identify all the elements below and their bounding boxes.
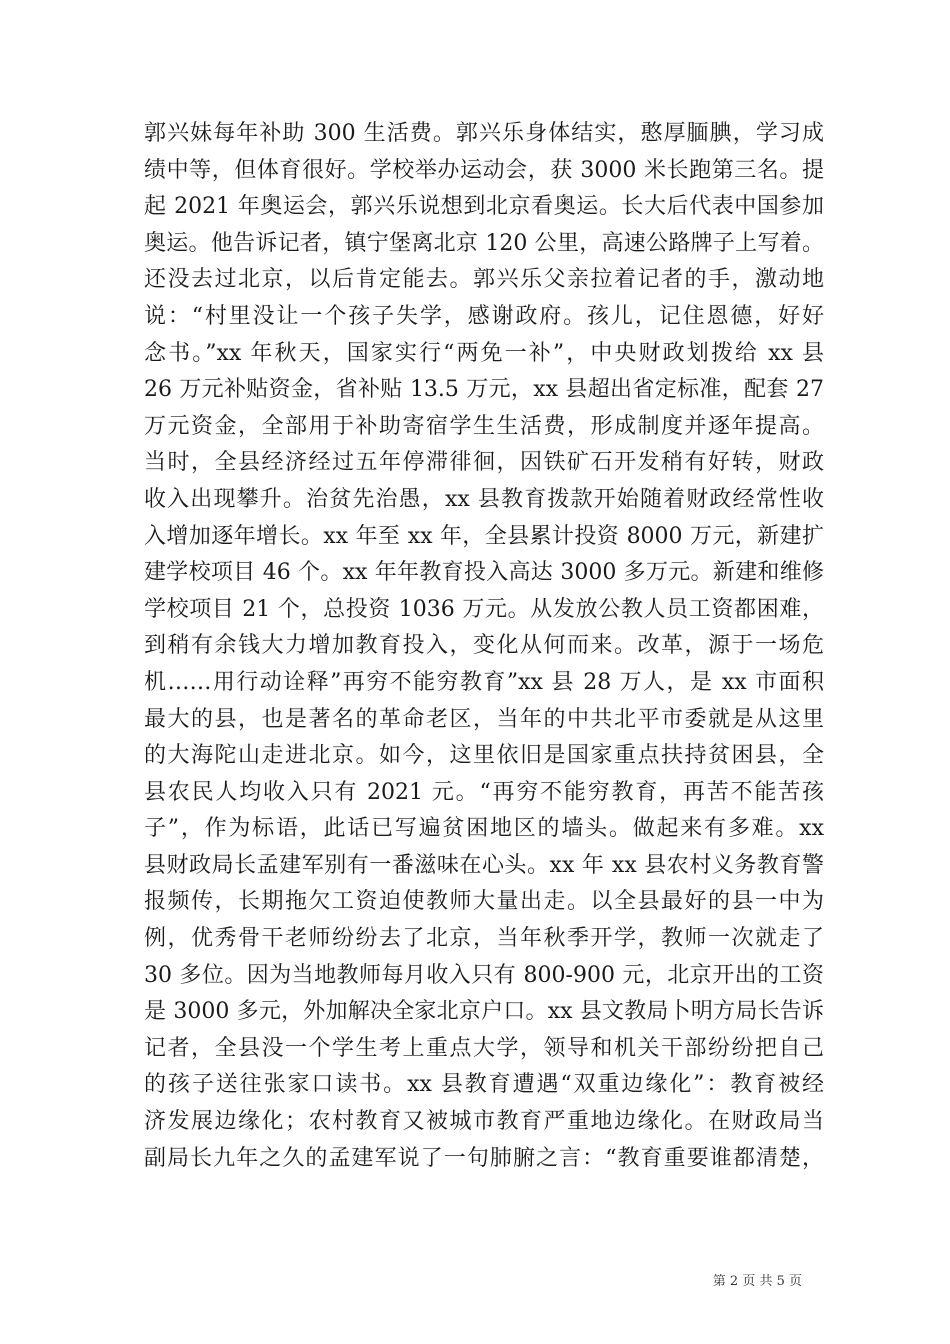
text-line: 奥运。他告诉记者，镇宁堡离北京 120 公里，高速公路牌子上写着。 [144, 230, 824, 256]
text-line: 30 多位。因为当地教师每月收入只有 800-900 元，北京开出的工资 [144, 962, 824, 988]
text-line: 说：“村里没让一个孩子失学，感谢政府。孩儿，记住恩德，好好 [144, 303, 824, 329]
text-line: 机……用行动诠释”再穷不能穷教育”xx 县 28 万人，是 xx 市面积 [144, 669, 824, 695]
text-line: 的孩子送往张家口读书。xx 县教育遭遇“双重边缘化”：教育被经 [144, 1072, 824, 1098]
text-line: 县农民人均收入只有 2021 元。“再穷不能穷教育，再苦不能苦孩 [144, 779, 824, 805]
text-line: 学校项目 21 个，总投资 1036 万元。从发放公教人员工资都困难， [144, 596, 824, 622]
text-line: 起 2021 年奥运会，郭兴乐说想到北京看奥运。长大后代表中国参加 [144, 194, 824, 220]
text-line: 子”，作为标语，此话已写遍贫困地区的墙头。做起来有多难。xx [144, 816, 824, 842]
text-line: 念书。”xx 年秋天，国家实行“两免一补”，中央财政划拨给 xx 县 [144, 340, 824, 366]
body-text [144, 116, 824, 1177]
text-line: 当时，全县经济经过五年停滞徘徊，因铁矿石开发稍有好转，财政 [144, 450, 824, 476]
text-line: 的大海陀山走进北京。如今，这里依旧是国家重点扶持贫困县，全 [144, 743, 824, 769]
text-line: 还没去过北京，以后肯定能去。郭兴乐父亲拉着记者的手，激动地 [144, 267, 824, 293]
text-line: 报频传，长期拖欠工资迫使教师大量出走。以全县最好的县一中为 [144, 889, 824, 915]
text-line: 收入出现攀升。治贫先治愚，xx 县教育拨款开始随着财政经常性收 [144, 486, 824, 512]
text-line: 副局长九年之久的孟建军说了一句肺腑之言：“教育重要谁都清楚， [144, 1145, 824, 1171]
text-line: 26 万元补贴资金，省补贴 13.5 万元，xx 县超出省定标准，配套 27 [144, 377, 824, 403]
text-line: 县财政局长孟建军别有一番滋味在心头。xx 年 xx 县农村义务教育警 [144, 852, 824, 878]
text-line: 是 3000 多元，外加解决全家北京户口。xx 县文教局卜明方局长告诉 [144, 999, 824, 1025]
text-line: 记者，全县没一个学生考上重点大学，领导和机关干部纷纷把自己 [144, 1035, 824, 1061]
text-line: 建学校项目 46 个。xx 年年教育投入高达 3000 多万元。新建和维修 [144, 560, 824, 586]
text-line: 例，优秀骨干老师纷纷去了北京，当年秋季开学，教师一次就走了 [144, 926, 824, 952]
text-line: 到稍有余钱大力增加教育投入，变化从何而来。改革，源于一场危 [144, 633, 824, 659]
text-line: 郭兴妹每年补助 300 生活费。郭兴乐身体结实，憨厚腼腆，学习成 [144, 121, 824, 146]
text-line: 绩中等，但体育很好。学校举办运动会，获 3000 米长跑第三名。提 [144, 157, 824, 183]
text-line: 入增加逐年增长。xx 年至 xx 年，全县累计投资 8000 万元，新建扩 [144, 523, 824, 549]
text-line: 万元资金，全部用于补助寄宿学生生活费，形成制度并逐年提高。 [144, 413, 824, 439]
text-line: 济发展边缘化；农村教育又被城市教育严重地边缘化。在财政局当 [144, 1109, 824, 1135]
page-number: 第 2 页 共 5 页 [712, 1274, 802, 1289]
text-line: 最大的县，也是著名的革命老区，当年的中共北平市委就是从这里 [144, 706, 824, 732]
